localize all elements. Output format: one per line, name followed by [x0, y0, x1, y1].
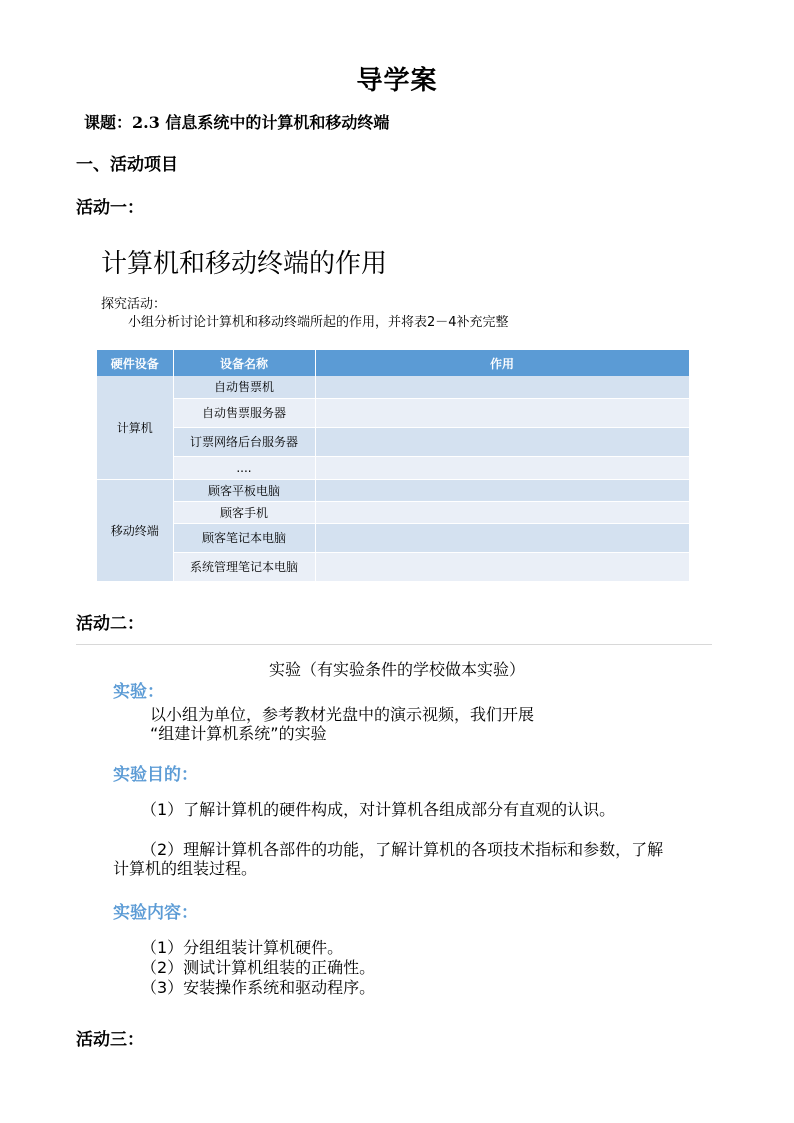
table-row — [97, 552, 689, 581]
device-name-cell: 系统管理笔记本电脑 — [173, 552, 315, 581]
table-row — [97, 501, 689, 523]
activity-three-label: 活动三： — [76, 1030, 144, 1050]
function-cell — [315, 376, 689, 398]
device-name-cell: 顾客笔记本电脑 — [173, 523, 315, 552]
table-row — [97, 479, 689, 501]
header-function: 作用 — [315, 350, 689, 376]
content-item-2: （2）测试计算机组装的正确性。 — [141, 958, 376, 977]
device-name-cell: 顾客手机 — [173, 501, 315, 523]
function-cell — [315, 479, 689, 501]
function-cell — [315, 523, 689, 552]
table-row — [97, 376, 689, 398]
table-row — [97, 523, 689, 552]
header-device-name: 设备名称 — [173, 350, 315, 376]
device-name-cell: 自动售票服务器 — [173, 398, 315, 427]
group-computer: 计算机 — [97, 376, 173, 479]
experiment-title: 实验（有实验条件的学校做本实验） — [268, 660, 525, 679]
table-row — [97, 398, 689, 427]
explore-label: 探究活动： — [101, 297, 167, 312]
header-hardware: 硬件设备 — [97, 350, 173, 376]
activity-one-label: 活动一： — [76, 198, 144, 218]
table-row — [97, 427, 689, 456]
experiment-heading: 实验： — [113, 682, 164, 702]
function-cell — [315, 456, 689, 479]
hardware-table — [97, 350, 690, 582]
table-header-row — [97, 350, 689, 376]
goal-item-2: （2）理解计算机各部件的功能，了解计算机的各项技术指标和参数，了解计算机的组装过程。 — [113, 840, 664, 878]
device-name-cell: 顾客平板电脑 — [173, 479, 315, 501]
function-cell — [315, 552, 689, 581]
goal-heading: 实验目的： — [113, 765, 198, 785]
explore-text: 小组分析讨论计算机和移动终端所起的作用，并将表2－4补充完整 — [128, 315, 509, 330]
group-mobile-terminal: 移动终端 — [97, 479, 173, 581]
function-cell — [315, 398, 689, 427]
function-cell — [315, 427, 689, 456]
experiment-intro-line1: 以小组为单位，参考教材光盘中的演示视频，我们开展 — [150, 705, 535, 724]
content-item-1: （1）分组组装计算机硬件。 — [141, 938, 344, 957]
section-heading-activities: 一、活动项目 — [76, 155, 178, 175]
function-cell — [315, 501, 689, 523]
section-divider — [76, 644, 712, 645]
device-name-cell: 订票网络后台服务器 — [173, 427, 315, 456]
slide-title: 计算机和移动终端的作用 — [101, 249, 388, 279]
device-name-cell: 自动售票机 — [173, 376, 315, 398]
document-title: 导学案 — [356, 66, 438, 96]
content-heading: 实验内容： — [113, 903, 198, 923]
goal-item-1: （1）了解计算机的硬件构成，对计算机各组成部分有直观的认识。 — [141, 800, 616, 819]
device-name-cell: .... — [173, 456, 315, 479]
content-item-3: （3）安装操作系统和驱动程序。 — [141, 978, 376, 997]
activity-two-label: 活动二： — [76, 614, 144, 634]
table-row — [97, 456, 689, 479]
experiment-intro-line2: “组建计算机系统”的实验 — [150, 724, 327, 743]
topic-line: 课题：2.3 信息系统中的计算机和移动终端 — [84, 113, 390, 132]
